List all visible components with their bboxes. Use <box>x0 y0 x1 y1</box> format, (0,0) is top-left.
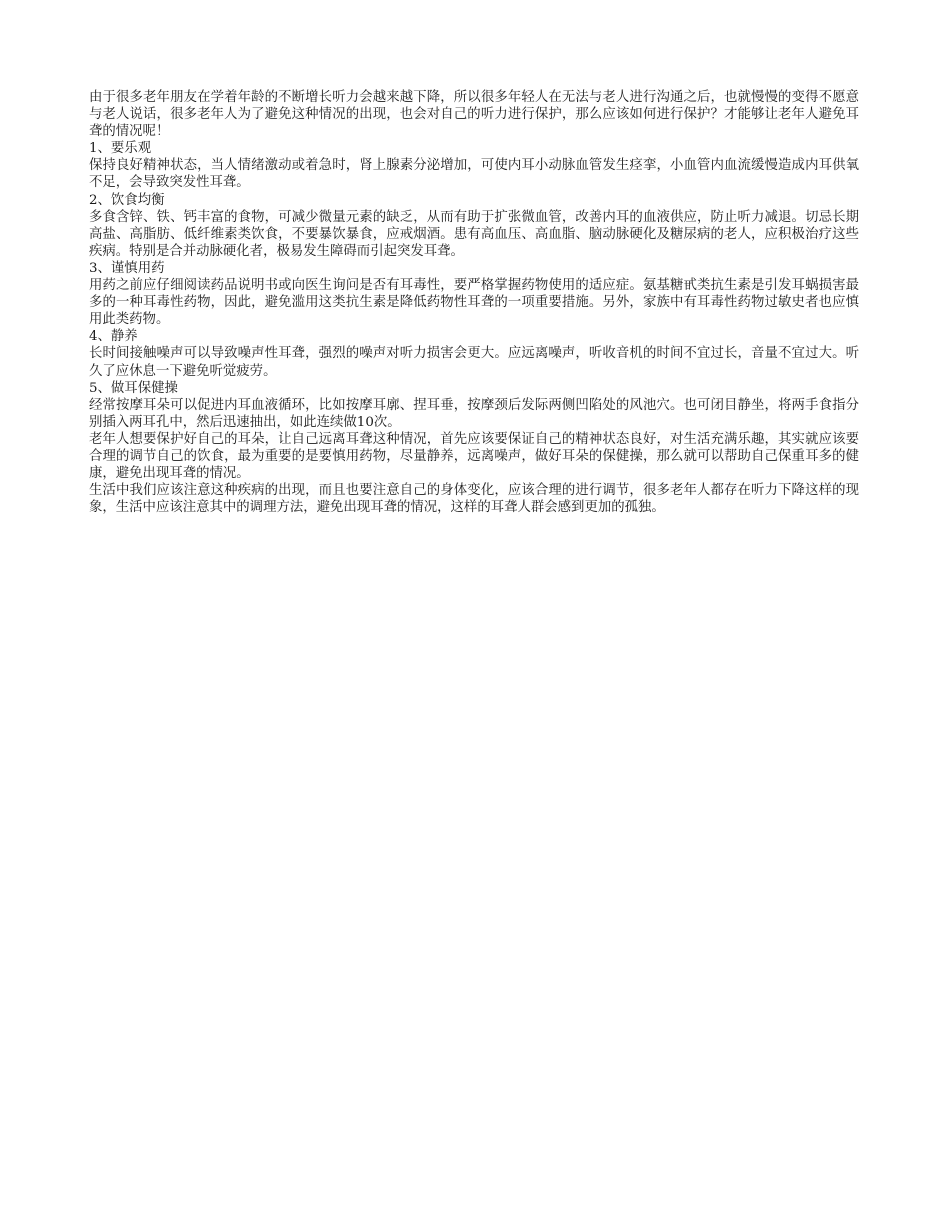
document-page <box>89 89 859 516</box>
section-body-quiet-rest: 长时间接触噪声可以导致噪声性耳聋，强烈的噪声对听力损害会更大。应远离噪声，听收音机的时间不宜过长，音量不宜过大。听久了应休息一下避免听觉疲劳。 <box>89 346 859 379</box>
section-body-medication: 用药之前应仔细阅读药品说明书或向医生询问是否有耳毒性，要严格掌握药物使用的适应症。氨基糖甙类抗生素是引发耳蜗损害最多的一种耳毒性药物，因此，避免滥用这类抗生素是降低药物性耳聋的一项重要措施。另外，家族中有耳毒性药物过敏史者也应慎用此类药物。 <box>89 278 859 328</box>
section-heading-ear-exercise: 5、做耳保健操 <box>89 380 178 396</box>
conclusion-paragraph-2: 生活中我们应该注意这种疾病的出现，而且也要注意自己的身体变化，应该合理的进行调节，很多老年人都存在听力下降这样的现象，生活中应该注意其中的调理方法，避免出现耳聋的情况，这样的耳聋人群会感到更加的孤独。 <box>89 483 859 516</box>
section-heading-quiet-rest: 4、静养 <box>89 329 138 345</box>
section-heading-medication: 3、谨慎用药 <box>89 260 165 276</box>
section-heading-optimism: 1、要乐观 <box>89 141 152 157</box>
section-body-ear-exercise: 经常按摩耳朵可以促进内耳血液循环，比如按摩耳廓、捏耳垂，按摩颈后发际两侧凹陷处的风池穴。也可闭目静坐，将两手食指分别插入两耳孔中，然后迅速抽出，如此连续做10次。 <box>89 397 859 430</box>
section-heading-diet: 2、饮食均衡 <box>89 192 165 208</box>
intro-paragraph: 由于很多老年朋友在学着年龄的不断增长听力会越来越下降，所以很多年轻人在无法与老人进行沟通之后，也就慢慢的变得不愿意与老人说话，很多老年人为了避免这种情况的出现，也会对自己的听力进行保护，那么应该如何进行保护？才能够让老年人避免耳聋的情况呢！ <box>89 90 859 140</box>
section-body-diet: 多食含锌、铁、钙丰富的食物，可减少微量元素的缺乏，从而有助于扩张微血管，改善内耳的血液供应，防止听力减退。切忌长期高盐、高脂肪、低纤维素类饮食，不要暴饮暴食，应戒烟酒。患有高血压、高血脂、脑动脉硬化及糖尿病的老人，应积极治疗这些疾病。特别是合并动脉硬化者，极易发生障碍而引起突发耳聋。 <box>89 209 859 259</box>
conclusion-paragraph-1: 老年人想要保护好自己的耳朵，让自己远离耳聋这种情况，首先应该要保证自己的精神状态良好，对生活充满乐趣，其实就应该要合理的调节自己的饮食，最为重要的是要慎用药物，尽量静养，远离噪声，做好耳朵的保健操，那么就可以帮助自己保重耳多的健康，避免出现耳聋的情况。 <box>89 431 859 482</box>
section-body-optimism: 保持良好精神状态，当人情绪激动或着急时，肾上腺素分泌增加，可使内耳小动脉血管发生痉挛，小血管内血流缓慢造成内耳供氧不足，会导致突发性耳聋。 <box>89 158 859 191</box>
